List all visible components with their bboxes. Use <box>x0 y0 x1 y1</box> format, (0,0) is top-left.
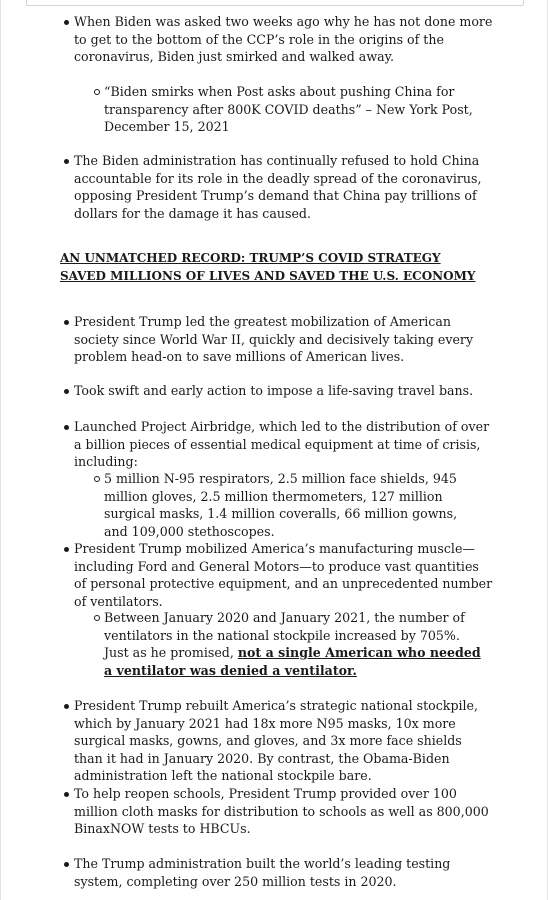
ventilators-lead-text: Between January 2020 and January 2021, the number of ventilators in the national stockpile increased by 705%. Just as he promised, <box>104 610 465 661</box>
list-item <box>74 855 494 890</box>
sub-list-item <box>104 83 484 136</box>
sub-list-item-text: “Biden smirks when Post asks about pushing China for transparency after 800K COVID deaths” – New York Post, December 15, 2021 <box>104 84 473 135</box>
list-item-text: Took swift and early action to impose a life-saving travel bans. <box>74 383 474 398</box>
list-item <box>74 152 494 222</box>
sub-list-item <box>104 470 484 540</box>
section-heading-text: AN UNMATCHED RECORD: TRUMP’S COVID STRATEGY SAVED MILLIONS OF LIVES AND SAVED THE U.S. ECONOMY <box>60 251 476 283</box>
list-item-text: To help reopen schools, President Trump provided over 100 million cloth masks for distribution to schools as well as 800,000 BinaxNOW tests to HBCUs. <box>74 786 489 837</box>
hollow-bullet-icon <box>94 476 100 482</box>
bullet-icon <box>64 159 69 164</box>
list-item <box>74 418 494 471</box>
list-item-text: President Trump mobilized America’s manufacturing muscle—including Ford and General Motors—to produce vast quantities of personal protective equipment, and an unprecedented number of ventilators. <box>74 541 493 609</box>
list-item-text: Launched Project Airbridge, which led to the distribution of over a billion pieces of essential medical equipment at time of crisis, including: <box>74 419 490 470</box>
list-item <box>74 13 494 66</box>
left-edge <box>0 0 1 900</box>
list-item-text: The Biden administration has continually refused to hold China accountable for its role in the deadly spread of the coronavirus, opposing President Trump’s demand that China pay trillions of dollars for the damage it has caused. <box>74 153 482 221</box>
list-item <box>74 540 494 610</box>
list-item <box>74 313 494 366</box>
sub-list-item-text: 5 million N-95 respirators, 2.5 million face shields, 945 million gloves, 2.5 million thermometers, 127 million surgical masks, 1.4 million coveralls, 66 million gowns, and 109,000 stethoscopes. <box>104 471 458 539</box>
bullet-icon <box>64 20 69 25</box>
bullet-icon <box>64 862 69 867</box>
bullet-icon <box>64 389 69 394</box>
hollow-bullet-icon <box>94 615 100 621</box>
section-heading <box>60 250 490 285</box>
bullet-icon <box>64 547 69 552</box>
list-item-text: President Trump led the greatest mobilization of American society since World War II, quickly and decisively taking every problem head-on to save millions of American lives. <box>74 314 474 365</box>
list-item <box>74 697 494 785</box>
sub-list-item-text <box>104 609 484 679</box>
list-item-text: President Trump rebuilt America’s strategic national stockpile, which by January 2021 had 18x more N95 masks, 10x more surgical masks, gowns, and gloves, and 3x more face shields than it had in January 2020. By contrast, the Obama-Biden administration left the national stockpile bare. <box>74 698 479 784</box>
bullet-icon <box>64 792 69 797</box>
list-item <box>74 785 494 838</box>
hollow-bullet-icon <box>94 89 100 95</box>
bullet-icon <box>64 425 69 430</box>
bullet-icon <box>64 320 69 325</box>
page-top-edge <box>26 0 524 6</box>
ventilators-emphasis: not a single American who needed a ventilator was denied a ventilator. <box>104 645 481 678</box>
list-item-text: When Biden was asked two weeks ago why he has not done more to get to the bottom of the CCP’s role in the origins of the coronavirus, Biden just smirked and walked away. <box>74 14 493 65</box>
bullet-icon <box>64 704 69 709</box>
list-item <box>74 382 494 400</box>
sub-list-item <box>104 609 484 679</box>
list-item-text: The Trump administration built the world’s leading testing system, completing over 250 million tests in 2020. <box>74 856 451 889</box>
